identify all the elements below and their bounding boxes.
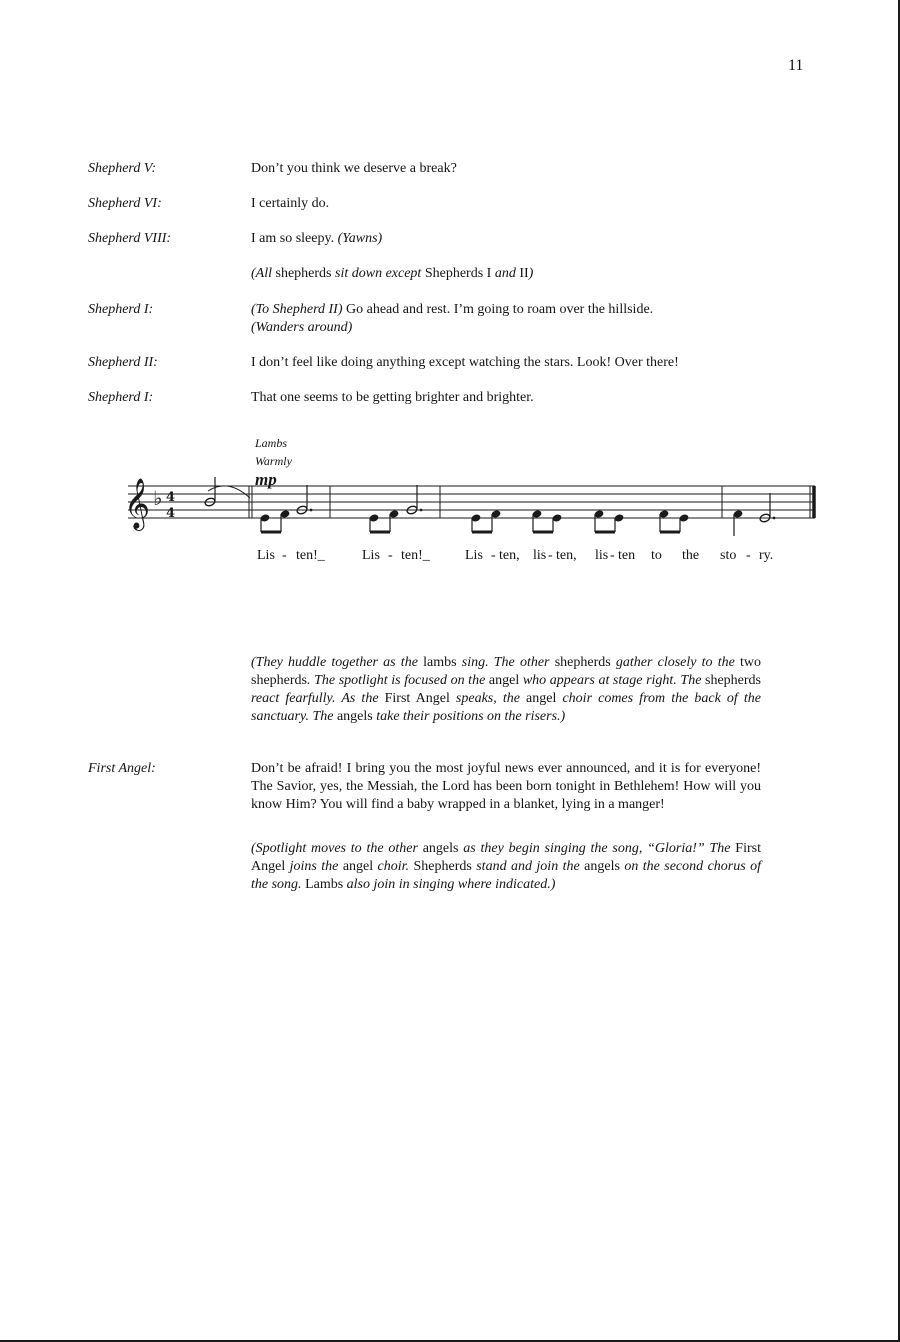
lyric-syllable: Lis (257, 548, 275, 563)
direction-text: ) (528, 266, 534, 281)
dialogue-text: I certainly do. (251, 196, 330, 211)
lyric-hyphen: - (610, 548, 615, 563)
lyric-syllable: ten (618, 548, 636, 563)
lyric-syllable: ten, (499, 548, 520, 563)
direction-text: sit down except (331, 266, 425, 281)
stage-direction-spotlight (251, 840, 761, 894)
direction-text: as they begin singing the song, “Gloria!” The (458, 841, 736, 856)
lyric-syllable: lis (595, 548, 609, 563)
direction-text: on the second chorus of the song. (251, 859, 761, 892)
lyric-hyphen: - (548, 548, 553, 563)
dialogue-text: I am so sleepy. (251, 231, 335, 246)
time-signature-bottom: 4 (166, 506, 176, 521)
direction-role: Shepherds (413, 859, 472, 874)
speaker-name: First Angel: (88, 761, 156, 776)
tie-arc (208, 486, 250, 498)
direction-role: Shepherds I (424, 266, 492, 281)
music-performer: Lambs (255, 436, 288, 450)
time-signature-top: 4 (166, 490, 176, 505)
lyric-syllable: Lis (362, 548, 380, 563)
note-dot (420, 509, 423, 512)
direction-text: stand and join the (471, 859, 585, 874)
direction-text: sing. The other (456, 655, 555, 670)
direction-text: speaks, the (449, 691, 527, 706)
direction-text: (They huddle together as the (251, 655, 424, 670)
direction-text: also join in singing where indicated.) (343, 877, 556, 892)
direction-role: II (519, 266, 529, 281)
flat-icon: ♭ (153, 486, 163, 510)
lyric-syllable: sto (720, 548, 737, 563)
stage-direction-inline: (To Shepherd II) (251, 302, 343, 317)
lyric-syllable: Lis (465, 548, 483, 563)
lyric-syllable: ten, (556, 548, 577, 563)
lyric-hyphen: - (491, 548, 496, 563)
direction-role: angels (422, 841, 459, 856)
direction-text: take their positions on the risers.) (372, 709, 566, 724)
dialogue-text: Don’t you think we deserve a break? (251, 161, 457, 176)
direction-text: (All (251, 266, 276, 281)
dialogue-text: Go ahead and rest. I’m going to roam over the hillside. (346, 302, 654, 317)
direction-role: shepherds (554, 655, 611, 670)
dialogue-text: Don’t be afraid! I bring you the most joyful news ever announced, and it is for everyone! The Savior, yes, the Messiah, the Lord has been born tonight in Bethlehem! How will you know Him? You will find a baby wrapped in a blanket, lying in a manger! (251, 761, 761, 812)
note-dot (310, 509, 313, 512)
speaker-name: Shepherd I: (88, 390, 154, 405)
treble-clef-icon: 𝄞 (124, 478, 151, 529)
music-tempo: Warmly (255, 454, 292, 468)
direction-text: and (491, 266, 520, 281)
direction-text: joins the (285, 859, 343, 874)
speaker-name: Shepherd V: (88, 161, 157, 176)
dialogue-text: I don’t feel like doing anything except watching the stars. Look! Over there! (251, 355, 679, 370)
direction-role: First Angel (384, 691, 450, 706)
stage-direction-inline: (Yawns) (337, 231, 383, 246)
direction-role: shepherds (705, 673, 762, 688)
direction-text: gather closely to the (610, 655, 741, 670)
music-dynamic: mp (255, 470, 277, 489)
dialogue-text: That one seems to be getting brighter and brighter. (251, 390, 534, 405)
direction-text: choir. (373, 859, 414, 874)
direction-role: lambs (423, 655, 457, 670)
direction-role: angel (488, 673, 520, 688)
direction-role: shepherds (275, 266, 332, 281)
lyric-hyphen: - (746, 548, 751, 563)
direction-text: who appears at stage right. The (519, 673, 706, 688)
stage-direction-inline: (Wanders around) (251, 320, 353, 335)
direction-role: angel (342, 859, 374, 874)
lyric-syllable: to (651, 548, 662, 563)
direction-role: angel (526, 691, 557, 706)
speaker-name: Shepherd II: (88, 355, 158, 370)
direction-role: angels (336, 709, 373, 724)
stage-direction-huddle (251, 654, 761, 726)
lyric-syllable: ry. (759, 548, 774, 563)
lyric-hyphen: - (388, 548, 393, 563)
lyric-syllable: ten!_ (401, 548, 430, 563)
note-dot (773, 517, 776, 520)
speaker-name: Shepherd VIII: (88, 231, 172, 246)
music-staff (0, 0, 900, 600)
direction-role: Lambs (305, 877, 344, 892)
direction-role: First Angel (251, 841, 761, 874)
lyric-syllable: the (682, 548, 700, 563)
lyric-syllable: ten!_ (296, 548, 325, 563)
direction-role: two shepherds (251, 655, 762, 688)
speaker-name: Shepherd I: (88, 302, 154, 317)
direction-text: react fearfully. As the (251, 691, 385, 706)
direction-role: angels (584, 859, 620, 874)
direction-text: (Spotlight moves to the other (251, 841, 423, 856)
direction-text: choir comes from the back of the sanctuary. The (251, 691, 761, 724)
direction-text: . The spotlight is focused on the (307, 673, 489, 688)
speaker-name: Shepherd VI: (88, 196, 162, 211)
lyric-hyphen: - (282, 548, 287, 563)
lyric-syllable: lis (533, 548, 547, 563)
page-number: 11 (788, 57, 804, 74)
